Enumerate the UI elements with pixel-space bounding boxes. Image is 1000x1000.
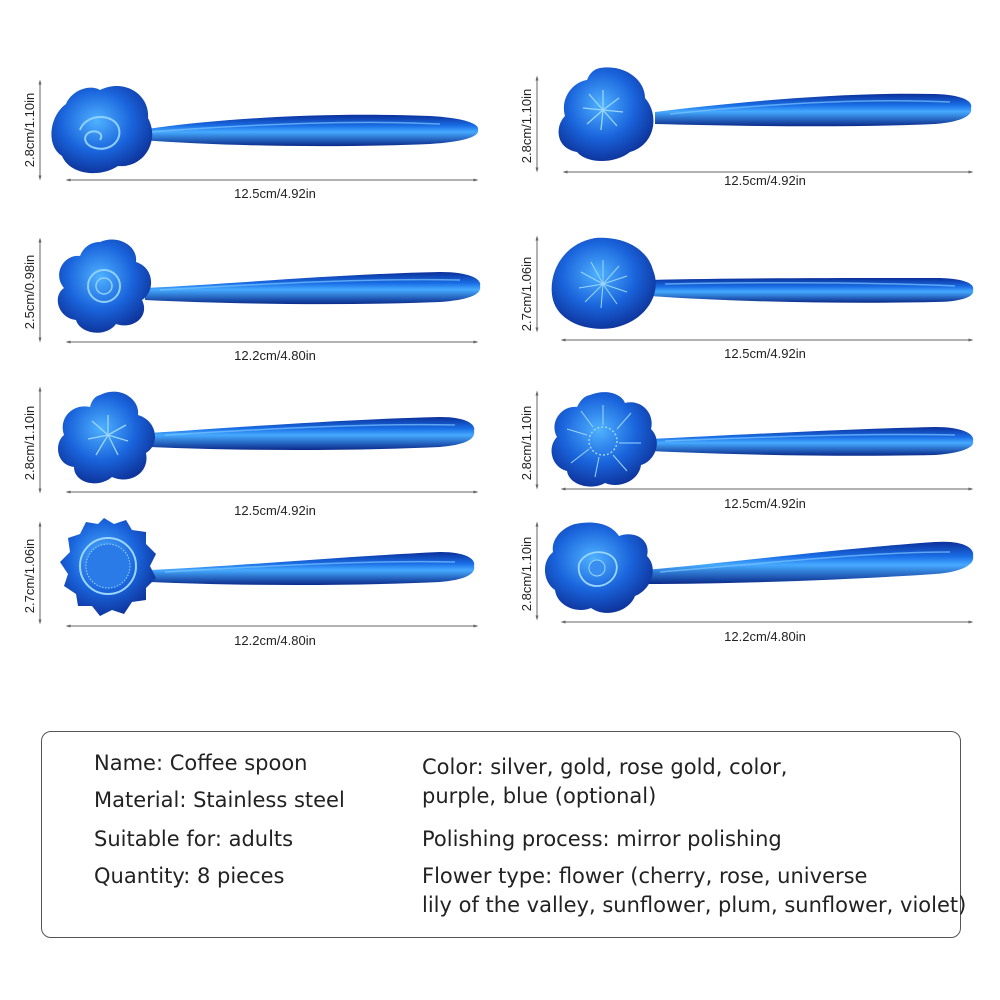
daisy-height-label: 2.8cm/1.10in [519,405,534,481]
plum-length-label: 12.5cm/4.92in [724,173,806,188]
spec-material: Material: Stainless steel [94,788,345,812]
violet-length-label: 12.2cm/4.80in [724,629,806,644]
sunflower-spoon-illustration [0,510,500,680]
spec-color-line2: purple, blue (optional) [422,784,657,808]
universe-spoon-illustration [495,230,995,400]
spoon-card-violet [495,510,995,680]
spec-flower-line1: Flower type: flower (cherry, rose, universe [422,864,868,888]
spoon-card-rose [0,60,500,230]
spec-quantity: Quantity: 8 pieces [94,864,285,888]
daisy-length-label: 12.5cm/4.92in [724,496,806,511]
rose-spoon-illustration [0,60,500,230]
plum-spoon-illustration [495,60,995,230]
rose-length-label: 12.5cm/4.92in [234,186,316,201]
lily-length-label: 12.2cm/4.80in [234,348,316,363]
lily-spoon-illustration [0,230,500,400]
spec-info-box [41,731,967,938]
spoon-card-lily [0,230,500,400]
cherry-length-label: 12.5cm/4.92in [234,503,316,518]
violet-height-label: 2.8cm/1.10in [519,536,534,612]
spoon-card-universe [495,230,995,400]
lily-height-label: 2.5cm/0.98in [22,254,37,330]
universe-height-label: 2.7cm/1.06in [519,256,534,332]
plum-height-label: 2.8cm/1.10in [519,88,534,164]
spec-polishing: Polishing process: mirror polishing [422,827,782,851]
sunflower-length-label: 12.2cm/4.80in [234,633,316,648]
cherry-height-label: 2.8cm/1.10in [22,405,37,481]
spoon-card-sunflower [0,510,500,680]
spec-color-line1: Color: silver, gold, rose gold, color, [422,755,788,779]
spec-suitable: Suitable for: adults [94,827,294,851]
spec-name: Name: Coffee spoon [94,751,308,775]
universe-length-label: 12.5cm/4.92in [724,346,806,361]
spoon-card-plum [495,60,995,230]
violet-spoon-illustration [495,510,995,680]
sunflower-height-label: 2.7cm/1.06in [22,538,37,614]
rose-height-label: 2.8cm/1.10in [22,92,37,168]
spec-flower-line2: lily of the valley, sunflower, plum, sunflower, violet) [422,893,967,917]
